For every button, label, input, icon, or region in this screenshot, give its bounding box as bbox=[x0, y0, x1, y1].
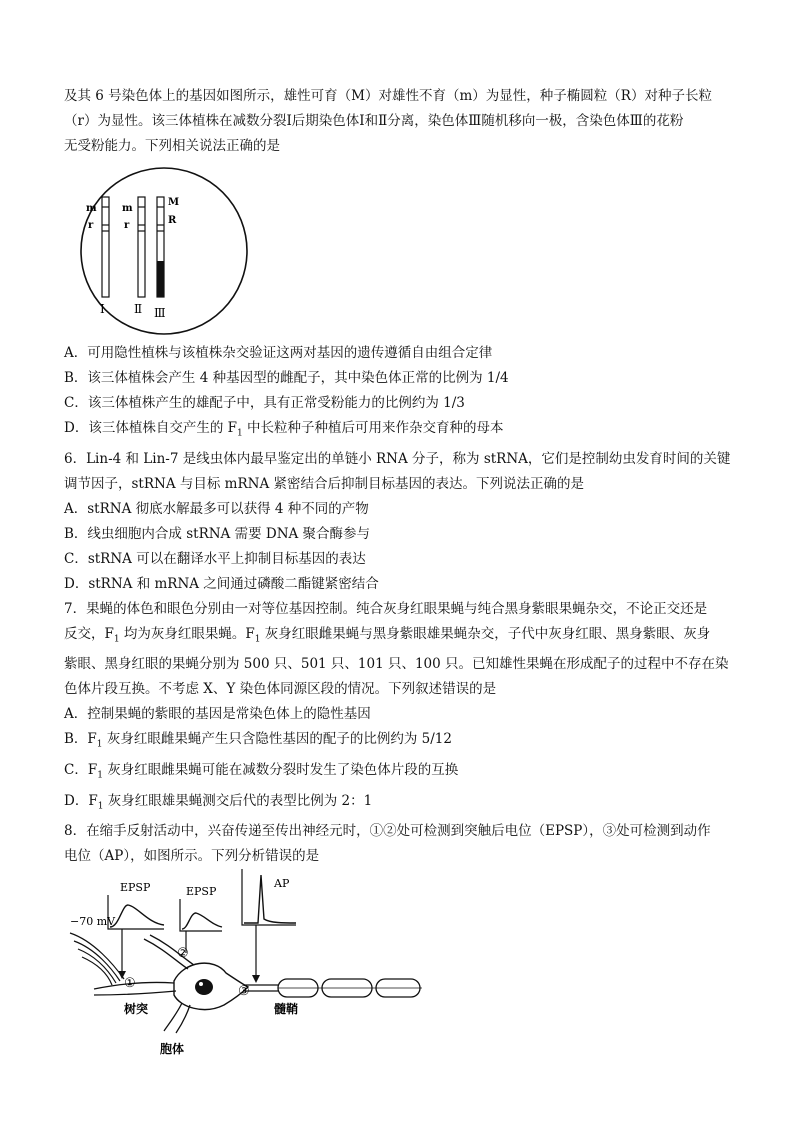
q5-option-d: D．该三体植株自交产生的 $F_1$ 中长粒种子种植后可用来作杂交育种的母本 bbox=[64, 420, 504, 439]
epsp2-curve bbox=[182, 913, 222, 929]
dendrite-label: 树突 bbox=[124, 1002, 149, 1017]
label-R: R bbox=[168, 215, 177, 226]
label-m-2: m bbox=[122, 203, 133, 214]
q5-option-a: A．可用隐性植株与该植株杂交验证这两对基因的遗传遵循自由组合定律 bbox=[64, 345, 493, 361]
q7-stem-line-1: 7．果蝇的体色和眼色分别由一对等位基因控制。纯合灰身红眼果蝇与纯合黑身紫眼果蝇杂交，不论正交还是 bbox=[64, 600, 708, 617]
chromosome-iii-dark-segment bbox=[157, 261, 164, 297]
q7-option-d: D．$F_1$ 灰身红眼雄果蝇测交后代的表型比例为 2：1 bbox=[64, 792, 373, 812]
q7-stem-line-2: 反交，$F_1$ 均为灰身红眼果蝇。$F_1$ 灰身红眼雌果蝇与黑身紫眼雄果蝇杂交，子代中灰身红眼、黑身紫眼、灰身 bbox=[64, 625, 711, 645]
q8-stem-line-2: 电位（AP），如图所示。下列分析错误的是 bbox=[64, 848, 320, 865]
label-chromosome-i: Ⅰ bbox=[100, 302, 105, 316]
chromosome-ii bbox=[138, 197, 145, 297]
label-r-2: r bbox=[124, 220, 130, 231]
label-chromosome-iii: Ⅲ bbox=[154, 306, 166, 320]
neuron-figure bbox=[64, 869, 736, 1059]
q6-option-c: C．stRNA 可以在翻译水平上抑制目标基因的表达 bbox=[64, 550, 366, 567]
q6-option-a: A．stRNA 彻底水解最多可以获得 4 种不同的产物 bbox=[64, 500, 369, 517]
q6-option-d: D．stRNA 和 mRNA 之间通过磷酸二酯键紧密结合 bbox=[64, 575, 379, 592]
label-M: M bbox=[168, 197, 180, 208]
label-r-1: r bbox=[88, 220, 94, 231]
nucleus bbox=[195, 979, 213, 995]
q6-option-b: B．线虫细胞内合成 stRNA 需要 DNA 聚合酶参与 bbox=[64, 525, 371, 542]
q8-stem-line-1: 8．在缩手反射活动中，兴奋传递至传出神经元时，①②处可检测到突触后电位（EPSP），③处可检测到动作 bbox=[64, 823, 711, 840]
q7-option-a: A．控制果蝇的紫眼的基因是常染色体上的隐性基因 bbox=[64, 706, 371, 723]
resting-potential-label: −70 mV bbox=[70, 915, 116, 929]
chromosome-diagram bbox=[64, 165, 264, 337]
q6-stem-line-2: 调节因子，stRNA 与目标 mRNA 紧密结合后抑制目标基因的表达。下列说法正确的是 bbox=[64, 475, 584, 492]
chromosome-figure bbox=[64, 165, 736, 341]
site-2-marker: ② bbox=[177, 946, 189, 962]
q7-option-b: B．$F_1$ 灰身红眼雌果蝇产生只含隐性基因的配子的比例约为 5/12 bbox=[64, 731, 452, 751]
q6-stem-line-1: 6．Lin-4 和 Lin-7 是线虫体内最早鉴定出的单链小 RNA 分子，称为 stRNA，它们是控制幼虫发育时间的关键 bbox=[64, 450, 731, 467]
intro-line-1: 及其 6 号染色体上的基因如图所示，雄性可育（M）对雄性不育（m）为显性，种子椭圆粒（R）对种子长粒 bbox=[64, 88, 712, 104]
chromosome-i bbox=[102, 197, 109, 297]
myelin-label: 髓鞘 bbox=[274, 1002, 299, 1017]
neuron-diagram bbox=[64, 869, 424, 1057]
q7-option-c: C．$F_1$ 灰身红眼雌果蝇可能在减数分裂时发生了染色体片段的互换 bbox=[64, 762, 459, 781]
soma-label: 胞体 bbox=[160, 1042, 185, 1057]
epsp1-curve bbox=[110, 905, 164, 927]
label-m-1: m bbox=[86, 203, 97, 214]
site-1-marker: ① bbox=[124, 976, 136, 992]
ap-label: AP bbox=[274, 877, 290, 891]
q5-option-b: B．该三体植株会产生 4 种基因型的雌配子，其中染色体正常的比例为 1/4 bbox=[64, 370, 509, 386]
epsp2-label: EPSP bbox=[186, 885, 217, 899]
epsp1-label: EPSP bbox=[120, 881, 151, 895]
label-chromosome-ii: Ⅱ bbox=[134, 302, 143, 316]
q7-stem-line-3: 紫眼、黑身红眼的果蝇分别为 500 只、501 只、101 只、100 只。已知雄性果蝇在形成配子的过程中不存在染 bbox=[64, 656, 729, 673]
page bbox=[64, 84, 736, 1059]
intro-line-3: 无受粉能力。下列相关说法正确的是 bbox=[64, 138, 280, 154]
site-3-marker: ③ bbox=[238, 984, 250, 1000]
intro-line-2: （r）为显性。该三体植株在减数分裂Ⅰ后期染色体Ⅰ和Ⅱ分离，染色体Ⅲ随机移向一极，含染色体Ⅲ的花粉 bbox=[64, 113, 684, 129]
epsp1-axes bbox=[108, 895, 164, 929]
q7-stem-line-4: 色体片段互换。不考虑 X、Y 染色体同源区段的情况。下列叙述错误的是 bbox=[64, 681, 497, 698]
q5-option-c: C．该三体植株产生的雄配子中，具有正常受粉能力的比例约为 1/3 bbox=[64, 395, 465, 411]
